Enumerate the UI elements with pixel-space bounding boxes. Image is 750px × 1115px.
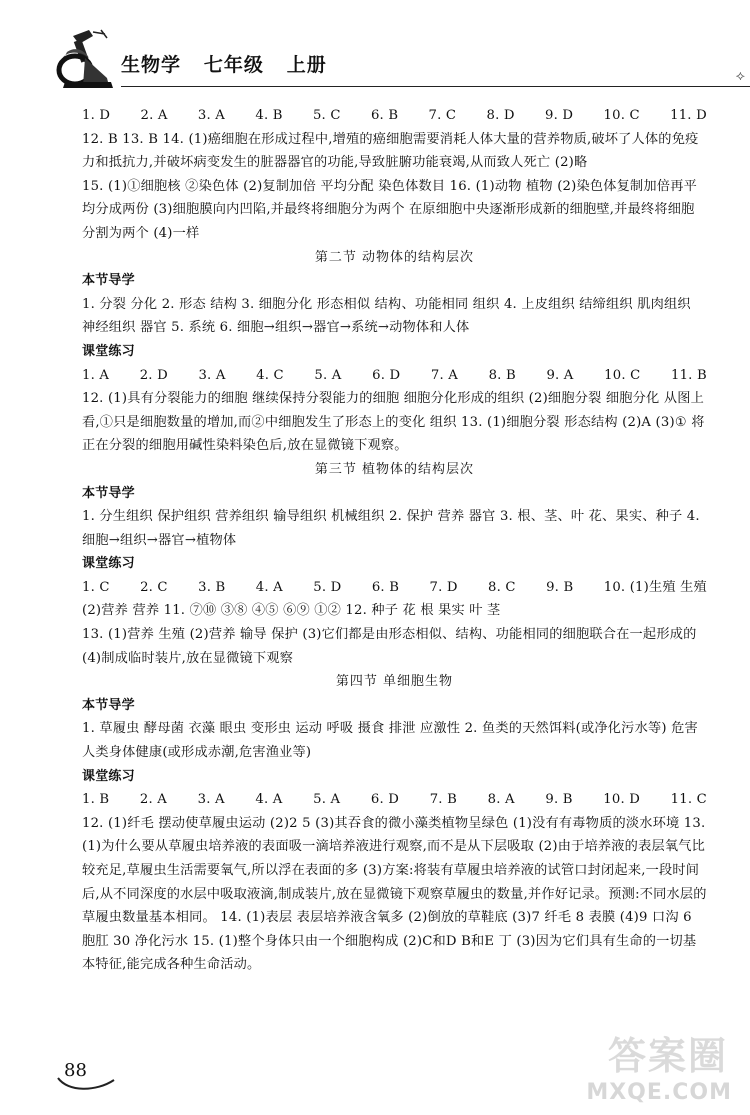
answer-item: 5. A	[314, 367, 342, 383]
answer-item: 1. A	[82, 367, 110, 383]
watermark-logo-text: 答案圈	[607, 1034, 728, 1078]
answer-item: 10. (1)生殖 生殖	[603, 579, 707, 595]
answer-item: 4. B	[255, 108, 283, 123]
answer-item: 4. A	[255, 792, 283, 808]
answer-item: 8. C	[488, 579, 516, 595]
answer-paragraph: 1. 分裂 分化 2. 形态 结构 3. 细胞分化 形态相似 结构、功能相同 组织 4. 上皮组织 结缔组织 肌肉组织 神经组织 器官 5. 系统 6. 细胞→组织→器官→系统→动物体和人体	[82, 296, 691, 336]
answer-paragraph: 1. 草履虫 酵母菌 衣藻 眼虫 变形虫 运动 呼吸 摄食 排泄 应激性 2. 鱼类的天然饵料(或净化污水等) 危害人类身体健康(或形成赤潮,危害渔业等)	[82, 721, 698, 761]
section-title: 第三节 植物体的结构层次	[314, 461, 475, 477]
answer-item: 6. D	[370, 792, 400, 808]
answer-item: 11. C	[670, 792, 707, 808]
answer-row	[82, 364, 707, 388]
answer-item: 2. C	[140, 579, 168, 595]
answer-content	[82, 104, 707, 977]
answer-item: 4. A	[255, 579, 283, 595]
answer-paragraph: 12. (1)具有分裂能力的细胞 继续保持分裂能力的细胞 细胞分化形成的组织 (2)细胞分裂 细胞分化 从图上看,①只是细胞数量的增加,而②中细胞发生了形态上的变化 组织 13. (1)细胞分裂 形态结构 (2)A (3)① 将正在分裂的细胞用碱性染料染色后,放在显微镜下观察。	[82, 391, 705, 454]
answer-item: 8. D	[486, 108, 515, 123]
subsection-heading: 课堂练习	[82, 343, 135, 359]
answer-item: 7. D	[429, 579, 458, 595]
section-title: 第二节 动物体的结构层次	[314, 249, 475, 265]
subsection-heading: 本节导学	[82, 697, 135, 713]
answer-item: 5. C	[312, 108, 341, 123]
answer-item: 1. C	[82, 579, 110, 595]
answer-item: 3. B	[198, 579, 226, 595]
answer-item: 7. A	[430, 367, 458, 383]
answer-item: 2. A	[140, 108, 168, 123]
answer-item: 8. B	[488, 367, 516, 383]
answer-item: 10. C	[603, 108, 640, 123]
answer-item: 9. A	[546, 367, 574, 383]
header-decoration-icon: ⟡	[735, 68, 745, 84]
answer-item: 5. A	[313, 792, 341, 808]
answer-paragraph: 13. (1)营养 生殖 (2)营养 输导 保护 (3)它们都是由形态相似、结构、功能相同的细胞联合在一起形成的 (4)制成临时装片,放在显微镜下观察	[82, 627, 697, 666]
answer-row	[82, 788, 707, 812]
subsection-heading: 课堂练习	[82, 556, 135, 572]
answer-item: 3. A	[197, 792, 225, 808]
answer-item: 6. B	[371, 579, 400, 595]
watermark-url: MXQE.COM	[586, 1080, 732, 1105]
microscope-logo-icon	[55, 28, 113, 90]
page-number: 88	[64, 1060, 87, 1081]
answer-paragraph: 12. (1)纤毛 摆动使草履虫运动 (2)2 5 (3)其吞食的微小藻类植物呈绿色 (1)没有有毒物质的淡水环境 13. (1)为什么要从草履虫培养液的表面吸一滴培养液进行观察,而不是从下层吸取 (2)由于培养液的表层氧气比较充足,草履虫生活需要氧气,所以浮在表面的多 (3)方案:将装有草履虫培养液的试管口封闭起来,一段时间后,从不同深度的水层中吸取液滴,制成装片,放在显微镜下观察草履虫的数量,并作好记录。预测:不同水层的草履虫数量基本相同。 14. (1)表层 表层培养液含氧多 (2)倒放的草鞋底 (3)7 纤毛 8 表膜 (4)9 口沟 6 胞肛 30 净化污水 15. (1)整个身体只由一个细胞构成 (2)C和D B和E 丁 (3)因为它们具有生命的一切基本特征,能完成各种生命活动。	[82, 815, 707, 973]
subsection-heading: 本节导学	[82, 485, 135, 501]
header-title: 生物学 七年级 上册	[121, 54, 327, 76]
answer-row	[82, 104, 707, 128]
subsection-heading: 课堂练习	[82, 768, 135, 784]
answer-item: 10. C	[604, 367, 641, 383]
answer-paragraph: 15. (1)①细胞核 ②染色体 (2)复制加倍 平均分配 染色体数目 16. (1)动物 植物 (2)染色体复制加倍再平均分成两份 (3)细胞膜向内凹陷,并最终将细胞分为两个 在原细胞中央逐渐形成新的细胞壁,并最终将细胞分割为两个 (4)一样	[82, 178, 697, 241]
answer-item: 3. A	[198, 367, 226, 383]
answer-item: 9. D	[545, 108, 574, 123]
answer-item: 7. C	[428, 108, 457, 123]
page-number-swoosh-icon	[56, 1074, 116, 1094]
answer-item: 5. D	[313, 579, 342, 595]
answer-item: 2. A	[139, 792, 168, 808]
answer-item: 6. B	[370, 108, 399, 123]
answer-item: 10. D	[603, 792, 641, 808]
answer-item: 9. B	[546, 579, 574, 595]
answer-item: 1. D	[82, 108, 111, 123]
watermark	[586, 1025, 742, 1107]
answer-item: 8. A	[487, 792, 515, 808]
page-header	[55, 28, 745, 98]
answer-paragraph: 1. 分生组织 保护组织 营养组织 输导组织 机械组织 2. 保护 营养 器官 3. 根、茎、叶 花、果实、种子 4. 细胞→组织→器官→植物体	[82, 509, 700, 548]
answer-item: 2. D	[139, 367, 168, 383]
section-title: 第四节 单细胞生物	[335, 674, 454, 690]
answer-row	[82, 576, 707, 600]
answer-paragraph: 12. B 13. B 14. (1)癌细胞在形成过程中,增殖的癌细胞需要消耗人体大量的营养物质,破坏了人体的免疫力和抵抗力,并破坏病变发生的脏器器官的功能,导致脏腑功能衰竭,从而致人死亡 (2)略	[82, 131, 699, 171]
answer-item: 6. D	[372, 367, 401, 383]
subsection-heading: 本节导学	[82, 273, 135, 289]
answer-item: 9. B	[545, 792, 573, 808]
answer-item: 11. D	[670, 108, 707, 123]
answer-paragraph: (2)营养 营养 11. ⑦⑩ ③⑧ ④⑤ ⑥⑨ ①② 12. 种子 花 根 果实 叶 茎	[82, 603, 501, 619]
answer-item: 7. B	[429, 792, 457, 808]
answer-item: 3. A	[197, 108, 226, 123]
answer-item: 1. B	[82, 792, 110, 808]
answer-item: 11. B	[671, 367, 707, 383]
header-rule	[121, 86, 750, 87]
answer-item: 4. C	[256, 367, 284, 383]
